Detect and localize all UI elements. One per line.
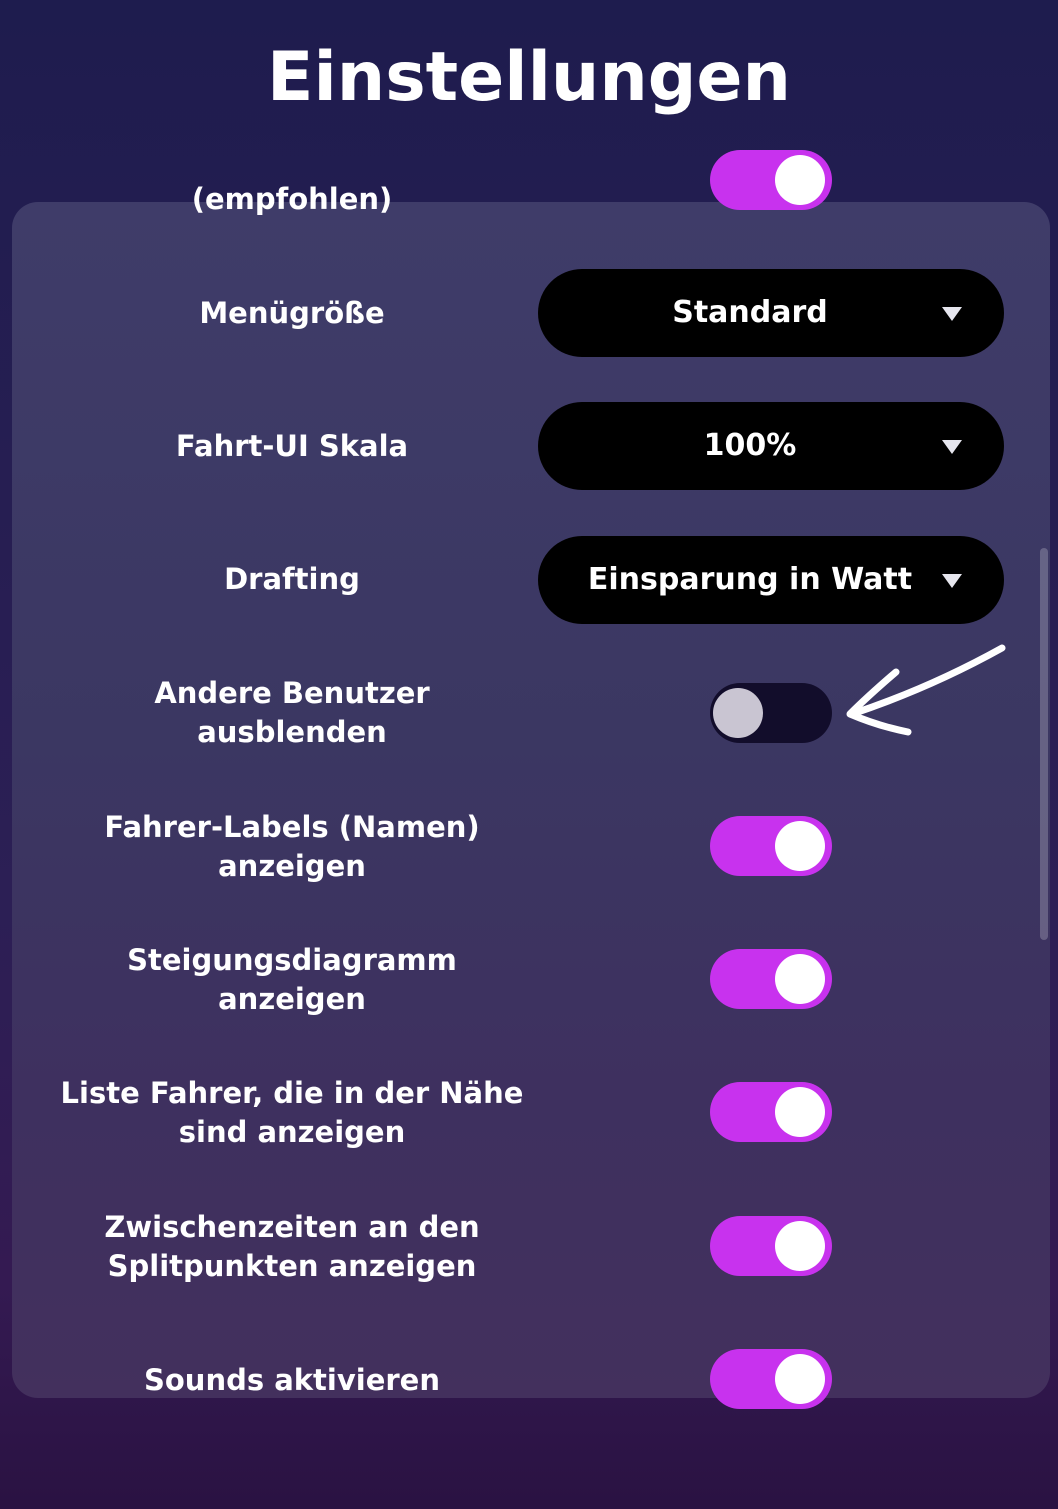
toggle-sounds[interactable] bbox=[710, 1349, 832, 1409]
setting-label-menu-size: Menügröße bbox=[199, 296, 385, 330]
toggle-knob bbox=[775, 954, 825, 1004]
toggle-knob bbox=[775, 1221, 825, 1271]
toggle-elevation[interactable] bbox=[710, 949, 832, 1009]
setting-label-split-times bbox=[12, 1208, 572, 1286]
page-title: Einstellungen bbox=[267, 38, 791, 117]
caret-down-icon bbox=[942, 307, 962, 321]
setting-label-recommended: (empfohlen) bbox=[191, 182, 393, 216]
toggle-knob bbox=[775, 1354, 825, 1404]
toggle-hide-users[interactable] bbox=[710, 683, 832, 743]
toggle-knob bbox=[775, 1087, 825, 1137]
label-line: Fahrer-Labels (Namen) bbox=[104, 810, 480, 844]
label-line: Splitpunkten anzeigen bbox=[107, 1249, 477, 1283]
setting-label-ride-ui-scale: Fahrt-UI Skala bbox=[175, 429, 409, 463]
label-line: sind anzeigen bbox=[178, 1115, 406, 1149]
menu-size-dropdown[interactable] bbox=[538, 269, 1004, 357]
setting-label-rider-labels bbox=[12, 808, 572, 886]
ride-ui-scale-value: 100% bbox=[703, 428, 797, 463]
label-line: Andere Benutzer bbox=[154, 676, 430, 710]
caret-down-icon bbox=[942, 440, 962, 454]
toggle-rider-labels[interactable] bbox=[710, 816, 832, 876]
caret-down-icon bbox=[942, 574, 962, 588]
label-line: ausblenden bbox=[197, 715, 387, 749]
ride-ui-scale-dropdown[interactable] bbox=[538, 402, 1004, 490]
label-line: Zwischenzeiten an den bbox=[104, 1210, 480, 1244]
setting-label-drafting: Drafting bbox=[224, 562, 360, 596]
label-line: Steigungsdiagramm bbox=[127, 943, 457, 977]
settings-panel bbox=[12, 182, 1050, 1398]
setting-label-nearby-riders bbox=[12, 1074, 572, 1152]
toggle-knob bbox=[775, 821, 825, 871]
toggle-nearby-riders[interactable] bbox=[710, 1082, 832, 1142]
menu-size-value: Standard bbox=[672, 295, 828, 330]
setting-label-elevation bbox=[12, 941, 572, 1019]
label-line: anzeigen bbox=[218, 982, 366, 1016]
drafting-dropdown[interactable] bbox=[538, 536, 1004, 624]
setting-label-sounds: Sounds aktivieren bbox=[143, 1363, 440, 1397]
label-line: anzeigen bbox=[218, 849, 366, 883]
setting-label-hide-users bbox=[12, 674, 572, 752]
toggle-knob bbox=[775, 155, 825, 205]
toggle-knob bbox=[713, 688, 763, 738]
toggle-split-times[interactable] bbox=[710, 1216, 832, 1276]
toggle-recommended[interactable] bbox=[710, 150, 832, 210]
label-line: Liste Fahrer, die in der Nähe bbox=[60, 1076, 524, 1110]
scrollbar[interactable] bbox=[1040, 548, 1048, 940]
drafting-value: Einsparung in Watt bbox=[587, 562, 913, 597]
